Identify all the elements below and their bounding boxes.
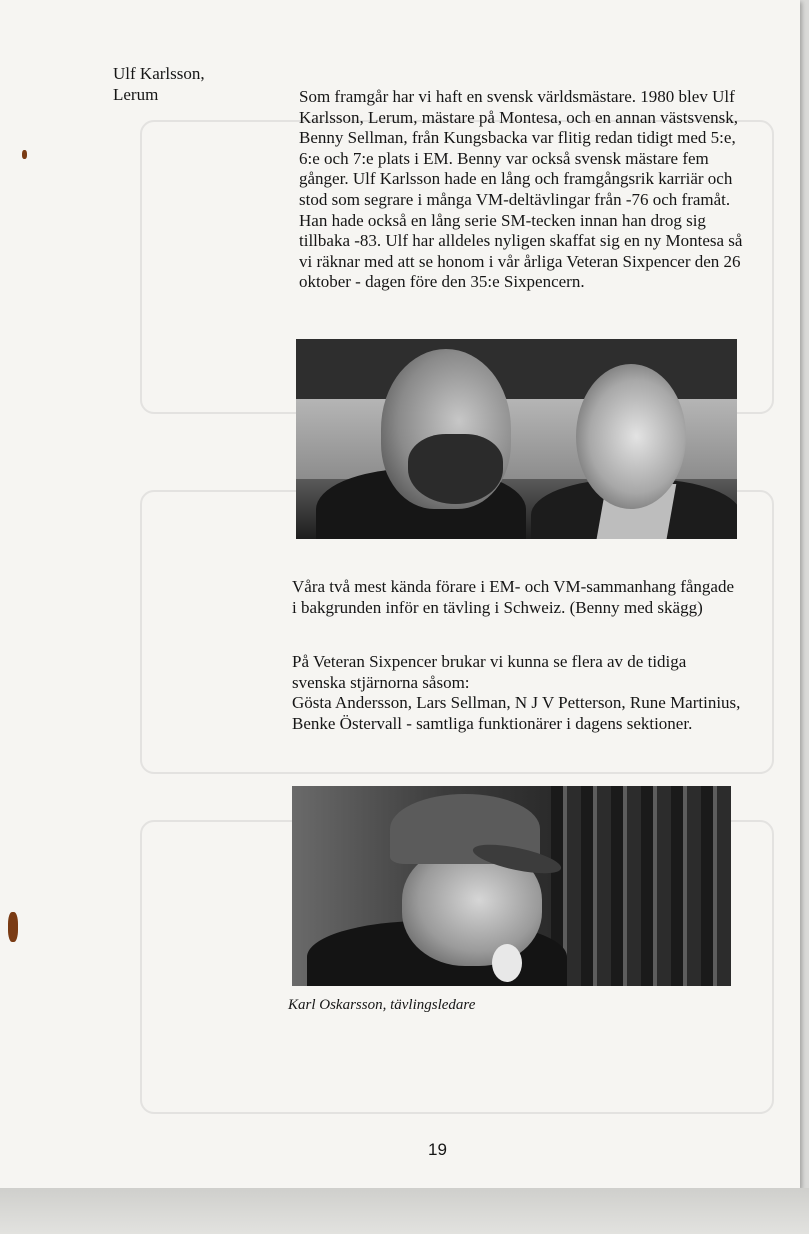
veteran-intro-line: På Veteran Sixpencer brukar vi kunna se flera av de tidiga svenska stjärnorna såsom:	[292, 652, 687, 692]
scan-background	[0, 1188, 809, 1234]
page-number: 19	[428, 1140, 447, 1159]
author-name: Ulf Karlsson,	[113, 64, 205, 83]
author-place: Lerum	[113, 85, 159, 104]
stain-mark	[8, 912, 18, 942]
veteran-names-line: Gösta Andersson, Lars Sellman, N J V Petterson, Rune Martinius, Benke Östervall - samtliga funktionärer i dagens sektioner.	[292, 693, 741, 733]
photo-caption-2: Karl Oskarsson, tävlingsledare	[288, 997, 476, 1013]
photo-karl-oskarsson	[292, 786, 731, 986]
photo-caption-1: Våra två mest kända förare i EM- och VM-sammanhang fångade i bakgrunden inför en tävling i Schweiz. (Benny med skägg)	[292, 577, 734, 617]
photo-karlsson-sellman	[296, 339, 737, 539]
author-block	[113, 63, 205, 105]
stain-mark	[22, 150, 27, 159]
intro-paragraph: Som framgår har vi haft en svensk världsmästare. 1980 blev Ulf Karlsson, Lerum, mästare på Montesa, och en annan västsvensk, Benny Sellman, från Kungsbacka var flitig redan tidigt med 5:e, 6:e och 7:e plats i EM. Benny var också svensk mästare fem gånger. Ulf Karlsson hade en lång och framgångsrik karriär och stod som segrare i många VM-deltävlingar från -76 och framåt. Han hade också en lång serie SM-tecken innan han drog sig tillbaka -83. Ulf har alldeles nyligen skaffat sig en ny Montesa så vi räknar med att se honom i vår årliga Veteran Sixpencer den 26 oktober - dagen före den 35:e Sixpencern.	[299, 87, 743, 292]
veteran-paragraph	[292, 652, 742, 734]
